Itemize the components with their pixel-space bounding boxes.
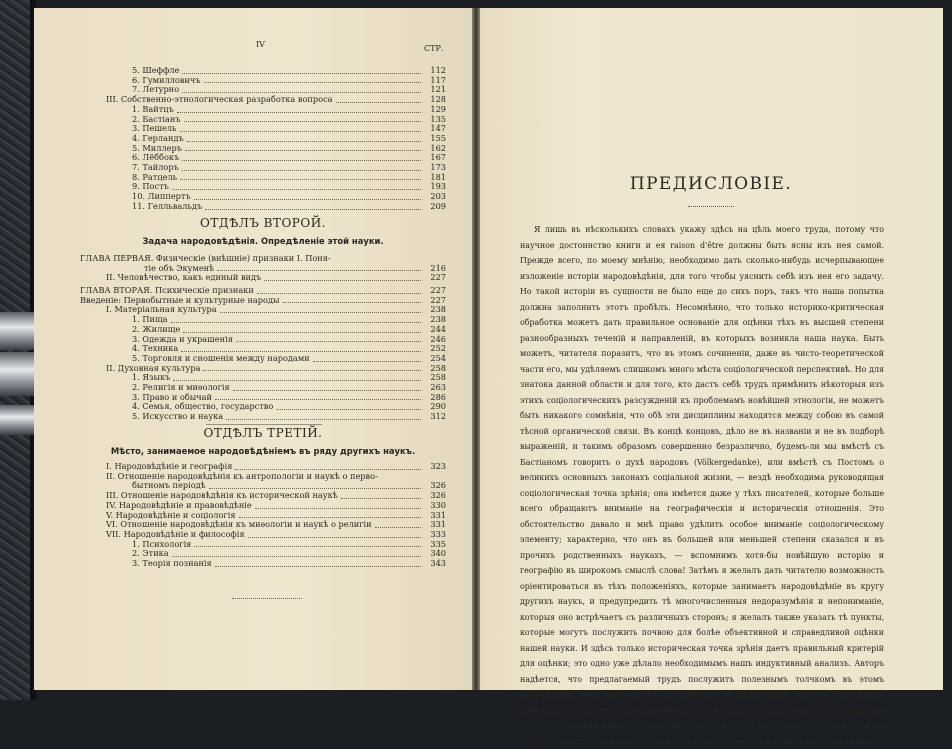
toc-leader-dots	[276, 409, 421, 410]
toc-entry-label: 7. Летурно	[132, 84, 180, 95]
toc-leader-dots	[184, 121, 421, 122]
toc-entry-page: 162	[430, 142, 446, 153]
toc-entry-label: 10. Липпертъ	[132, 191, 191, 202]
toc-entry-page: 333	[430, 528, 446, 539]
toc-leader-dots	[187, 141, 421, 142]
toc-leader-dots	[264, 280, 421, 281]
preface-title: ПРЕДИСЛОВІЕ.	[629, 174, 793, 194]
toc-entry-label: 3. Пешель	[132, 123, 177, 134]
toc-entry-label: I. Народовѣдѣніе и географія	[106, 461, 233, 471]
toc-leader-dots	[220, 312, 421, 313]
toc-entry	[80, 254, 446, 264]
part3-title: ОТДѢЛЪ ТРЕТІЙ.	[203, 426, 323, 440]
end-ornament	[232, 598, 302, 599]
toc-entry-page: 312	[430, 411, 446, 422]
page-column-label: СТР.	[424, 44, 444, 53]
toc-leader-dots	[203, 370, 421, 371]
preface-ornament	[688, 206, 734, 207]
toc-entry-label: 1. Вайтцъ	[132, 103, 174, 114]
toc-entry-label: 5. Миллеръ	[132, 142, 182, 153]
toc-entry-page: 147	[430, 123, 446, 134]
toc-entry-page: 258	[430, 362, 446, 373]
toc-entry-page: 340	[430, 548, 446, 559]
toc-leader-dots	[177, 112, 421, 113]
part3-subtitle: Мѣсто, занимаемое народовѣдѣніемъ въ ряду другихъ наукъ.	[110, 446, 416, 456]
toc-part2-chapter1	[80, 254, 446, 283]
toc-entry-page: 135	[430, 113, 446, 124]
toc-leader-dots	[255, 508, 421, 509]
toc-entry-label: 5. Шеффле	[132, 65, 180, 75]
toc-entry-label: 3. Право и обычай	[132, 391, 213, 402]
book-gutter	[472, 8, 480, 690]
toc-entry	[80, 202, 446, 212]
toc-entry-page: 286	[430, 391, 446, 402]
toc-entry-label: 8. Ратцель	[132, 171, 178, 182]
toc-entry-label: ГЛАВА ВТОРАЯ. Психическіе признаки	[80, 285, 254, 295]
toc-entry-page: 155	[430, 132, 446, 143]
toc-entry-label: III. Отношеніе народовѣдѣнія къ исторической наукѣ	[106, 490, 338, 501]
toc-entry-page: 330	[430, 499, 446, 510]
toc-leader-dots	[172, 189, 421, 190]
toc-entry-page: 252	[430, 343, 446, 354]
toc-leader-dots	[209, 488, 421, 489]
toc-leader-dots	[172, 556, 421, 557]
toc-entry-page: 258	[430, 372, 446, 383]
toc-entry-label: II. Человѣчество, какъ единый видъ	[106, 272, 262, 283]
toc-entry-label: 4. Семья, общество, государство	[132, 401, 274, 412]
toc-entry-label: 1. Психологія	[132, 538, 192, 549]
toc-entry	[80, 559, 446, 569]
toc-entry-page: 227	[430, 272, 446, 283]
toc-entry-label: 6. Лёббокъ	[132, 152, 180, 163]
toc-leader-dots	[185, 150, 421, 151]
toc-entry-label: 7. Тайлоръ	[132, 162, 179, 173]
toc-entry-page: 216	[430, 262, 446, 273]
toc-leader-dots	[215, 566, 421, 567]
toc-entry-page: 331	[430, 519, 446, 530]
toc-leader-dots	[235, 469, 421, 470]
toc-leader-dots	[239, 517, 422, 518]
toc-leader-dots	[182, 160, 421, 161]
toc-entry-page: 254	[430, 352, 446, 363]
toc-entry	[80, 273, 446, 283]
toc-entry-page: 244	[430, 323, 446, 334]
toc-entry-label: 2. Бастіанъ	[132, 113, 181, 124]
toc-entry-page: 326	[430, 480, 446, 491]
toc-entry-label: IV. Народовѣдѣніе и правовѣдѣніе	[106, 499, 252, 510]
toc-entry-label: II. Духовная культура	[106, 362, 201, 373]
toc-entry-label: Введеніе: Первобытные и культурные народы	[80, 294, 280, 305]
toc-entry-page: 290	[430, 401, 446, 412]
toc-entry-page: 227	[430, 294, 446, 305]
toc-part2-chapter2	[80, 286, 446, 422]
toc-entry-label: 6. Гумилловичъ	[132, 74, 201, 85]
toc-entry-label: 11. Гелльвальдъ	[132, 200, 203, 211]
toc-entry-label: II. Отношеніе народовѣдѣнія къ антропологіи и наукѣ о перво-	[106, 470, 378, 481]
toc-leader-dots	[257, 293, 421, 294]
toc-entry-page: 209	[430, 200, 446, 211]
toc-section1-tail	[80, 66, 446, 212]
toc-entry-page: 246	[430, 333, 446, 344]
toc-entry-label: 5. Искусство и наука	[132, 411, 224, 422]
toc-entry-label: 5. Торговля и сношенія между народами	[132, 352, 310, 363]
toc-entry-page: 238	[430, 314, 446, 325]
toc-entry-page: 128	[430, 94, 446, 105]
toc-entry	[80, 412, 446, 422]
page-number-roman: IV	[256, 40, 265, 49]
toc-entry-page: 326	[430, 490, 446, 501]
toc-leader-dots	[313, 361, 421, 362]
toc-leader-dots	[375, 527, 421, 528]
part2-subtitle: Задача народовѣдѣнія. Опредѣленіе этой науки.	[142, 236, 384, 246]
toc-entry-page: 323	[430, 461, 446, 471]
toc-entry-page: 167	[430, 152, 446, 163]
toc-leader-dots	[236, 341, 421, 342]
toc-entry-page: 343	[430, 558, 446, 569]
toc-leader-dots	[283, 302, 421, 303]
toc-entry-label: тіе объ Экуменѣ	[144, 262, 215, 273]
toc-entry-page: 181	[430, 171, 446, 182]
toc-leader-dots	[194, 199, 421, 200]
toc-entry-label: 2. Этика	[132, 548, 169, 559]
part2-title: ОТДѢЛЪ ВТОРОЙ.	[200, 216, 326, 230]
toc-leader-dots	[217, 270, 421, 271]
toc-leader-dots	[180, 179, 421, 180]
toc-leader-dots	[181, 351, 421, 352]
toc-entry-page: 112	[430, 65, 446, 75]
toc-entry-page: 121	[430, 84, 446, 95]
section-divider	[206, 424, 322, 425]
toc-entry-label: ГЛАВА ПЕРВАЯ. Физическіе (внѣшніе) признаки I. Поня-	[80, 253, 331, 263]
toc-leader-dots	[215, 399, 421, 400]
toc-leader-dots	[341, 498, 421, 499]
toc-entry-page: 227	[430, 285, 446, 295]
toc-entry-page: 129	[430, 103, 446, 114]
toc-entry-label: 3. Теорія познанія	[132, 558, 212, 569]
toc-entry-label: бытномъ періодѣ	[132, 480, 206, 491]
toc-entry-label: I. Матеріальная культура	[106, 304, 217, 315]
toc-leader-dots	[182, 170, 421, 171]
toc-entry-page: 203	[430, 191, 446, 202]
toc-leader-dots	[204, 82, 422, 83]
toc-leader-dots	[183, 332, 421, 333]
toc-entry-label: 9. Постъ	[132, 181, 169, 192]
toc-leader-dots	[171, 322, 421, 323]
toc-leader-dots	[194, 546, 421, 547]
toc-entry-label: 3. Одежда и украшенія	[132, 333, 233, 344]
toc-entry-page: 238	[430, 304, 446, 315]
preface-body: Я лишь въ нѣсколькихъ словахъ укажу здѣсь на цѣль моего труда, потому что научное достоинство книги и ея raison d'être должны быть ясны изъ нея самой. Прежде всего, по моему мнѣнію, необходимо дать сколько-нибудь исчерпывающее изложеніе исторіи народовѣдѣнія, для того чтобы уяснить себѣ изъ нея его задачу. Но такой исторіи въ сущности не было еще до сихъ поръ, такъ что наша попытка должна заполнить этотъ пробѣлъ. Несомнѣнно, что только историко-критическая обработка можетъ дать правильное основаніе для оцѣнки тѣхъ въ высшей степени разнообразныхъ теченій и направленій, въ которыхъ возникла наша наука. Быть можетъ, читателя поразитъ, что въ этомъ сочиненіи, даже въ чисто-теоретической части его, мы удѣляемъ слишкомъ много мѣста соціологической перспективѣ. Но для знатока данной области и для того, кто дастъ себѣ трудъ примѣнить нѣкоторыя изъ этихъ соціологическихъ разсужденій къ проблемамъ новѣйшей этнологіи, не можетъ быть никакого сомнѣнія, что обѣ эти дисциплины находятся между собою въ самой тѣсной органической связи. Въ концѣ концовъ, дѣло не въ названіи и не въ подборѣ выраженій, и такимъ образомъ совершенно безразлично, будемъ-ли мы вмѣстѣ съ Бастіаномъ говорить о духѣ народовъ (Völkergedanke), или вмѣстѣ съ Постомъ о великихъ основныхъ законахъ соціальной жизни, — вездѣ необходима руководящая соціологическая точка зрѣнія; она имѣется даже у тѣхъ писателей, которые больше всего обращаютъ вниманіе на географическія и историческія отношенія. Это обстоятельство давало и мнѣ право удѣлить особое вниманіе соціологическому элементу; характерно, что онъ въ большей или меньшей степени сказался и въ прочихъ родственныхъ наукахъ, — вспомнимъ хотя-бы новѣйшую исторію и географію въ широкомъ смыслѣ слова! Затѣмъ я желалъ дать читателю возможность оріентироваться въ тѣхъ положеніяхъ, которые занимаетъ народовѣдѣніе въ кругу другихъ наукъ, и предупредить тѣ многочисленныя недоразумѣнія и непониманіе, которыя оно встрѣчаетъ съ различныхъ сторонъ; я желалъ также указать тѣ пункты, которые могутъ послужить почвою для болѣе объективной и справедливой оцѣнки нашей науки. И здѣсь только историческая точка зрѣнія даетъ правильный критерій для оцѣнки; это одно уже дѣлало необходимымъ нашъ индуктивный анализъ. Авторъ надѣется, что предлагаемый трудъ послужитъ полезнымъ толчкомъ въ этомъ направленіи, такъ какъ, кромѣ разсѣянныхъ въ различныхъ мѣстахъ случайныхъ замѣтокъ, мы не имѣемъ еще ни одного цѣльнаго сочиненія въ этомъ родѣ. Въ особенности надо сказать это о философіи, которая больше всего нуждается въ подробной и тщательной обработкѣ того неисчерпаемаго и богатаго матеріала, ко-	[520, 225, 884, 746]
toc-entry-page: 117	[430, 74, 446, 85]
toc-entry-label: 4. Техника	[132, 343, 179, 354]
toc-entry-page: 263	[430, 382, 446, 393]
toc-entry-label: 2. Религія и миѳологія	[132, 382, 230, 393]
toc-entry-page: 193	[430, 181, 446, 192]
toc-entry-label: III. Собственно-этнологическая разработка вопроса	[106, 94, 333, 105]
toc-leader-dots	[182, 92, 421, 93]
toc-leader-dots	[226, 419, 421, 420]
toc-entry-page: 331	[430, 509, 446, 520]
toc-leader-dots	[173, 380, 421, 381]
toc-entry-label: V. Народовѣдѣніе и соціологія	[106, 509, 236, 520]
toc-leader-dots	[180, 131, 421, 132]
toc-part3	[80, 462, 446, 569]
toc-entry-label: VII. Народовѣдѣніе и философія	[106, 528, 245, 539]
toc-entry-label: VI. Отношеніе народовѣдѣнія къ миѳологіи и наукѣ о религіи	[106, 519, 372, 530]
toc-leader-dots	[182, 73, 421, 74]
toc-entry-label: 1. Пища	[132, 314, 168, 325]
toc-entry-label: 1. Языкъ	[132, 372, 171, 383]
toc-entry-page: 335	[430, 538, 446, 549]
toc-leader-dots	[336, 102, 421, 103]
toc-entry-label: 4. Герландъ	[132, 132, 184, 143]
toc-entry-page: 173	[430, 162, 446, 173]
toc-entry-label: 2. Жилище	[132, 323, 181, 334]
toc-leader-dots	[248, 537, 421, 538]
toc-leader-dots	[233, 390, 421, 391]
toc-leader-dots	[205, 209, 421, 210]
